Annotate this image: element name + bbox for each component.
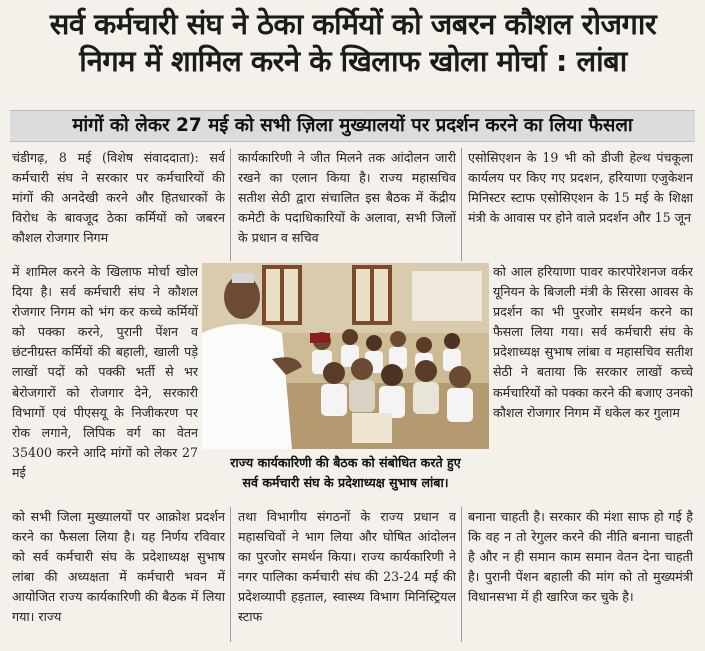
article-column-1-middle: में शामिल करने के खिलाफ मोर्चा खोल दिया है। सर्व कर्मचारी संघ ने कौशल रोजगार निगम को भंग कर कच्चे कर्मियों को पक्का करने, पुरानी पेंशन व छंटनीग्रस्त कर्मियों की बहाली, खाली पड़े लाखों पदों को पक्की भर्ती से भर बेरोजगारों को रोजगार देने, सरकारी विभागों एवं पीएसयू के निजीकरण पर रोक लगाने, लिपिक वर्ग का वेतन 35400 करने आदि मांगों को लेकर 27 मई [12, 264, 198, 480]
headline-line-1: सर्व कर्मचारी संघ ने ठेका कर्मियों को जबरन कौशल रोजगार [49, 7, 657, 41]
article-column-3-middle: को आल हरियाणा पावर कारपोरेशनज वर्कर यूनियन के बिजली मंत्री के सिरसा आवस के प्रदर्शन का भी पुरजोर समर्थन करने का फैसला लिया गया। सर्व कर्मचारी संघ के प्रदेशाध्यक्ष सुभाष लांबा व महासचिव सतीश सेठी ने बताया कि सरकार लाखों कच्चे कर्मचारियों को पक्का करने की बजाए उनको कौशल रोजगार निगम में धकेल कर गुलाम [493, 264, 693, 420]
article-column-2-bottom: तथा विभागीय संगठनों के राज्य प्रधान व महासचिवों ने भाग लिया और घोषित आंदोलन का पुरजोर समर्थन किया। राज्य कार्यकारिणी ने नगर पालिका कर्मचारी संघ की 23-24 मई की प्रदेशव्यापी हड़ताल, स्वास्थ्य विभाग मिनिस्ट्रियल स्टाफ [238, 509, 456, 625]
article-column-1-top: चंडीगढ़, 8 मई (विशेष संवाददाता): सर्व कर्मचारी संघ ने सरकार पर कर्मचारियों की मांगों की अनदेखी करने और हितधारकों के विरोध के बावजूद ठेका कर्मियों को जबरन कौशल रोजगार निगम [12, 150, 225, 246]
headline-line-2: निगम में शामिल करने के खिलाफ खोला मोर्चा : लांबा [79, 44, 627, 78]
meeting-photo-illustration [202, 263, 489, 449]
column-divider [461, 507, 462, 642]
photo-caption [202, 449, 489, 505]
article-column-1-bottom: को सभी जिला मुख्यालयों पर आक्रोश प्रदर्शन करने का फैसला लिया है। यह निर्णय रविवार को सर्व कर्मचारी संघ के प्रदेशाध्यक्ष सुभाष लांबा की अध्यक्षता में कर्मचारी भवन में आयोजित राज्य कार्यकारिणी की बैठक में लिया गया। राज्य [12, 509, 225, 625]
column-divider [230, 148, 231, 261]
caption-line-1: राज्य कार्यकारिणी की बैठक को संबोधित करते हुए [230, 455, 461, 470]
article-headline [8, 6, 698, 80]
article-subheadline: मांगों को लेकर 27 मई को सभी ज़िला मुख्यालयों पर प्रदर्शन करने का लिया फैसला [10, 110, 695, 142]
column-divider [230, 507, 231, 642]
article-column-2-top: कार्यकारिणी ने जीत मिलने तक आंदोलन जारी रखने का एलान किया है। राज्य महासचिव सतीश सेठी द्वारा संचालित इस बैठक में केंद्रीय कमेटी के पदाधिकारियों के अलावा, सभी जिलों के प्रधान व सचिव [238, 150, 456, 246]
column-divider [461, 148, 462, 261]
caption-line-2: सर्व कर्मचारी संघ के प्रदेशाध्यक्ष सुभाष लांबा। [242, 475, 449, 490]
article-column-3-bottom: बनाना चाहती है। सरकार की मंशा साफ हो गई है कि वह न तो रेगुलर करने की नीति बनाना चाहती है और न ही समान काम समान वेतन देना चाहती है। पुरानी पेंशन बहाली की मांग को तो मुख्यमंत्री विधानसभा में ही खारिज कर चुके है। [468, 509, 693, 605]
meeting-photo [202, 263, 489, 449]
article-column-3-top: एसोसिएशन के 19 भी को डीजी हेल्थ पंचकूला कार्यलय पर किए गए प्रदशन, हरियाणा एजुकेशन मिनिस्टर स्टाफ एसोसिएशन के 15 मई के शिक्षा मंत्री के आवास पर होने वाले प्रदर्शन और 15 जून [468, 150, 693, 226]
